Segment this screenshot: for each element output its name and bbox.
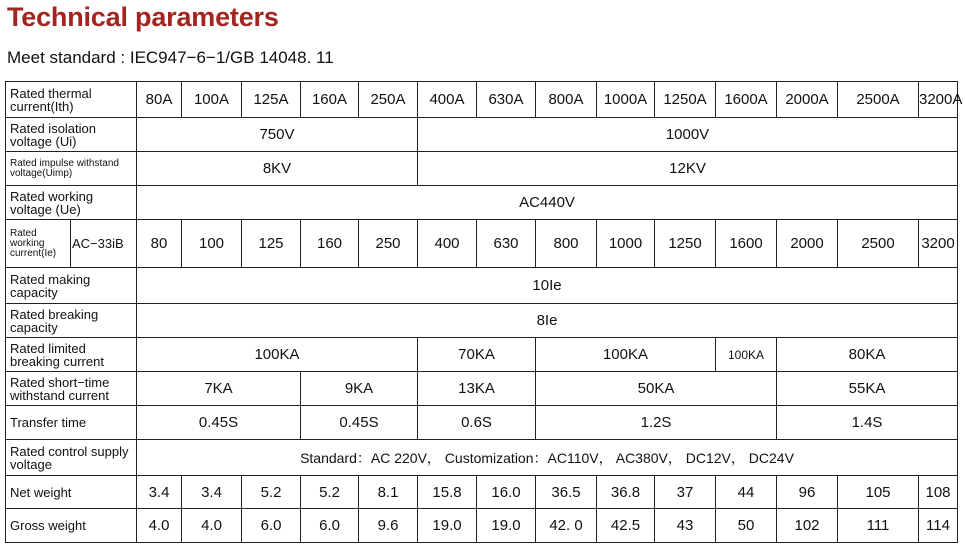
- row-control-voltage: [6, 440, 958, 476]
- cell-value: 800A: [536, 82, 597, 118]
- row-net-weight: [6, 476, 958, 509]
- cell-value: 1000V: [418, 118, 958, 152]
- cell-value: Standard：AC 220V， Customization：AC110V， AC380V， DC12V， DC24V: [137, 440, 958, 476]
- cell-value: 100: [182, 220, 242, 268]
- cell-value: 50: [716, 509, 777, 543]
- cell-value: 19.0: [418, 509, 477, 543]
- cell-value: 250: [359, 220, 418, 268]
- row-transfer-time: [6, 406, 958, 440]
- cell-value: 100KA: [536, 338, 716, 372]
- cell-value: 100KA: [716, 338, 777, 372]
- cell-value: 50KA: [536, 372, 777, 406]
- cell-value: 4.0: [182, 509, 242, 543]
- cell-value: 55KA: [777, 372, 958, 406]
- cell-value: 5.2: [301, 476, 359, 509]
- cell-value: 2500A: [838, 82, 919, 118]
- cell-value: 19.0: [477, 509, 536, 543]
- cell-value: 105: [838, 476, 919, 509]
- cell-value: 400: [418, 220, 477, 268]
- cell-value: 8KV: [137, 152, 418, 186]
- parameters-table: [5, 81, 963, 543]
- cell-value: 160A: [301, 82, 359, 118]
- row-label: Rated impulse withstand voltage(Uimp): [6, 152, 137, 186]
- cell-value: 400A: [418, 82, 477, 118]
- cell-value: 3.4: [137, 476, 182, 509]
- cell-value: 70KA: [418, 338, 536, 372]
- cell-value: 750V: [137, 118, 418, 152]
- cell-value: 80A: [137, 82, 182, 118]
- cell-value: 13KA: [418, 372, 536, 406]
- cell-value: 160: [301, 220, 359, 268]
- row-label: Rated isolation voltage (Ui): [6, 118, 137, 152]
- row-label: Rated limited breaking current: [6, 338, 137, 372]
- cell-value: AC440V: [137, 186, 958, 220]
- row-label: Transfer time: [6, 406, 137, 440]
- cell-value: 3200A: [919, 82, 958, 118]
- cell-value: 36.5: [536, 476, 597, 509]
- cell-value: 8.1: [359, 476, 418, 509]
- cell-value: 1000A: [597, 82, 655, 118]
- cell-value: 102: [777, 509, 838, 543]
- cell-value: 0.45S: [137, 406, 301, 440]
- standard-text: Meet standard : IEC947−6−1/GB 14048. 11: [7, 48, 334, 67]
- row-label: Rated thermal current(Ith): [6, 82, 137, 118]
- cell-value: 125A: [242, 82, 301, 118]
- cell-value: 44: [716, 476, 777, 509]
- cell-value: 8Ie: [137, 304, 958, 338]
- cell-value: 1250A: [655, 82, 716, 118]
- cell-value: 1600: [716, 220, 777, 268]
- row-working-current: [6, 220, 958, 268]
- cell-value: 0.45S: [301, 406, 418, 440]
- row-gross-weight: [6, 509, 958, 543]
- row-label: Rated control supply voltage: [6, 440, 137, 476]
- row-label: Net weight: [6, 476, 137, 509]
- cell-value: 108: [919, 476, 958, 509]
- cell-value: 630A: [477, 82, 536, 118]
- cell-value: 2000: [777, 220, 838, 268]
- cell-value: 9.6: [359, 509, 418, 543]
- cell-value: 16.0: [477, 476, 536, 509]
- cell-value: 12KV: [418, 152, 958, 186]
- cell-value: 1.4S: [777, 406, 958, 440]
- cell-value: 9KA: [301, 372, 418, 406]
- cell-value: 7KA: [137, 372, 301, 406]
- cell-value: 6.0: [242, 509, 301, 543]
- cell-value: 3200: [919, 220, 958, 268]
- row-short-time: [6, 372, 958, 406]
- cell-value: 96: [777, 476, 838, 509]
- row-label: Rated working current(Ie): [6, 220, 71, 268]
- cell-value: 4.0: [137, 509, 182, 543]
- row-making-capacity: [6, 268, 958, 304]
- cell-value: 800: [536, 220, 597, 268]
- page-title: Technical parameters: [7, 2, 279, 32]
- cell-value: 80KA: [777, 338, 958, 372]
- cell-value: 2500: [838, 220, 919, 268]
- cell-value: 10Ie: [137, 268, 958, 304]
- row-label: Gross weight: [6, 509, 137, 543]
- cell-value: 1250: [655, 220, 716, 268]
- cell-value: 111: [838, 509, 919, 543]
- cell-value: 42.5: [597, 509, 655, 543]
- cell-value: 3.4: [182, 476, 242, 509]
- row-label: Rated breaking capacity: [6, 304, 137, 338]
- cell-value: 80: [137, 220, 182, 268]
- cell-value: 6.0: [301, 509, 359, 543]
- cell-value: 114: [919, 509, 958, 543]
- row-limited-breaking: [6, 338, 958, 372]
- cell-value: 5.2: [242, 476, 301, 509]
- row-thermal-current: [6, 82, 958, 118]
- cell-value: 42. 0: [536, 509, 597, 543]
- row-impulse-voltage: [6, 152, 958, 186]
- cell-value: 0.6S: [418, 406, 536, 440]
- row-working-voltage: [6, 186, 958, 220]
- cell-value: 36.8: [597, 476, 655, 509]
- cell-value: 100A: [182, 82, 242, 118]
- cell-value: 125: [242, 220, 301, 268]
- cell-value: 1.2S: [536, 406, 777, 440]
- cell-value: 43: [655, 509, 716, 543]
- row-label: Rated short−time withstand current: [6, 372, 137, 406]
- row-isolation-voltage: [6, 118, 958, 152]
- row-label: Rated making capacity: [6, 268, 137, 304]
- row-breaking-capacity: [6, 304, 958, 338]
- cell-value: 2000A: [777, 82, 838, 118]
- category-label: AC−33iB: [71, 220, 137, 268]
- row-label: Rated working voltage (Ue): [6, 186, 137, 220]
- cell-value: 37: [655, 476, 716, 509]
- cell-value: 1600A: [716, 82, 777, 118]
- cell-value: 100KA: [137, 338, 418, 372]
- cell-value: 250A: [359, 82, 418, 118]
- cell-value: 1000: [597, 220, 655, 268]
- cell-value: 15.8: [418, 476, 477, 509]
- cell-value: 630: [477, 220, 536, 268]
